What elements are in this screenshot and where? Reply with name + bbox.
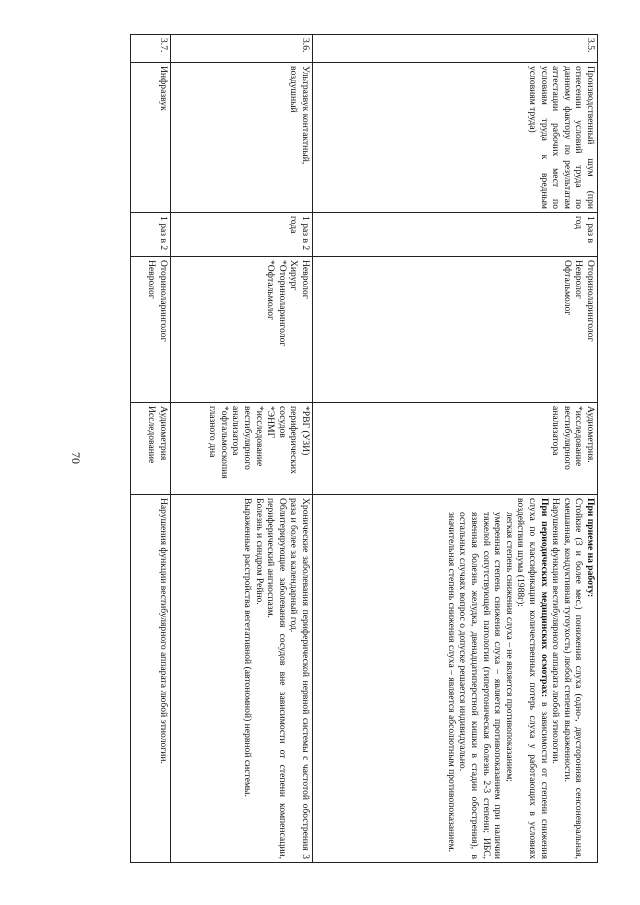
exam-item: Исследование	[146, 406, 158, 464]
factor-cell: Производственный шум (при отнесении условий труда по данному фактору по результатам аттестации рабочих мест по условиям труда к вредным условиям труда)	[313, 63, 598, 213]
exam-item: *ЭНМГ	[265, 406, 277, 439]
contra-line: легкая степень снижения слуха – не является противопоказанием;	[503, 512, 515, 782]
row-number: 3.5.	[313, 35, 598, 63]
exam-item: *офтальмоскопия глазного дна	[207, 406, 230, 479]
doctors-cell	[313, 257, 598, 403]
contraindications-cell	[131, 495, 171, 863]
contraindications-cell	[171, 495, 313, 863]
exams-cell	[131, 403, 171, 495]
periodic-text: в зависимости от степени снижения слуха по классификации количественных потерь слуха у работающих в условиях воздействия шума (1988г):	[515, 498, 550, 860]
rotated-page-content	[58, 34, 598, 862]
exams-cell	[171, 403, 313, 495]
contra-line: Болезнь и синдром Рейно.	[253, 498, 265, 605]
doctor-item: *Офтальмолог	[265, 260, 277, 321]
table-row	[131, 35, 171, 863]
row-number: 3.6.	[171, 35, 313, 63]
periodic-heading: При периодических медицинских осмотрах:	[538, 498, 550, 698]
doctor-item: Офтальмолог	[561, 260, 573, 316]
doctors-cell	[131, 257, 171, 403]
contra-line: Нарушения функции вестибулярного аппарата любой этиологии.	[158, 498, 169, 764]
factor-cell: Инфразвук	[131, 63, 171, 213]
contra-line: Облитерирующие заболевания сосудов вне зависимости от степени компенсации, периферический ангиоспазм.	[265, 498, 288, 859]
exam-item: Аудиометрия.	[585, 406, 596, 463]
doctor-item: *Оториноларинголог	[276, 260, 288, 347]
contra-line: значительная степень снижения слуха – является абсолютным противопоказанием.	[445, 512, 457, 853]
table-row	[171, 35, 313, 863]
entry-heading: При приеме на работу:	[585, 498, 596, 598]
row-number: 3.7.	[131, 35, 171, 63]
contra-line: Стойкие (3 и более мес.) понижения слуха (одно-, двусторонняя сенсоневральная, смешанная, кондуктивная тугоухость) любой степени выраженности.	[561, 498, 585, 859]
doctor-item: Невролог	[300, 260, 311, 299]
doctor-item: Оториноларинголог	[585, 260, 596, 342]
doctor-item: Невролог	[146, 260, 158, 299]
factor-cell: Ультразвук контактный, воздушный	[171, 63, 313, 213]
page-number: 70	[69, 452, 83, 464]
contraindications-cell	[313, 495, 598, 863]
doctor-item: Невролог	[573, 260, 585, 299]
contra-line: умеренная степень снижения слуха – является противопоказанием при наличии тяжелой сопутствующей патологии (гипертоническая болезнь 2-3 степени; ИБС, язвенная болезнь желудка, двенадцатиперстной кишки в стадии обострения), в остальных случаях вопрос о допуске решается индивидуально.	[457, 512, 504, 859]
contra-line: Хронические заболевания периферической нервной системы с частотой обострения 3 раза и более за календарный год.	[288, 498, 311, 859]
doctor-item: Хирург	[288, 260, 300, 291]
frequency-cell: 1 раз в год	[313, 213, 598, 257]
exam-item: *исследование вестибулярного анализатора	[550, 406, 585, 470]
contra-line: Нарушения функции вестибулярного аппарата любой этиологии.	[550, 498, 562, 764]
doctors-cell	[171, 257, 313, 403]
exam-item: *исследование вестибулярного анализатора	[230, 406, 265, 470]
frequency-cell: 1 раз в 2	[131, 213, 171, 257]
table-row	[313, 35, 598, 863]
exam-item: *РВГ (УЗИ) периферических сосудов	[276, 406, 311, 474]
frequency-cell: 1 раз в 2 года	[171, 213, 313, 257]
doctor-item: Оториноларинголог	[158, 260, 169, 342]
contraindications-table	[130, 34, 598, 863]
contra-line: Выраженные расстройства вегетативной (автономной) нервной системы.	[242, 498, 254, 797]
exam-item: Аудиометрия	[158, 406, 169, 461]
exams-cell	[313, 403, 598, 495]
